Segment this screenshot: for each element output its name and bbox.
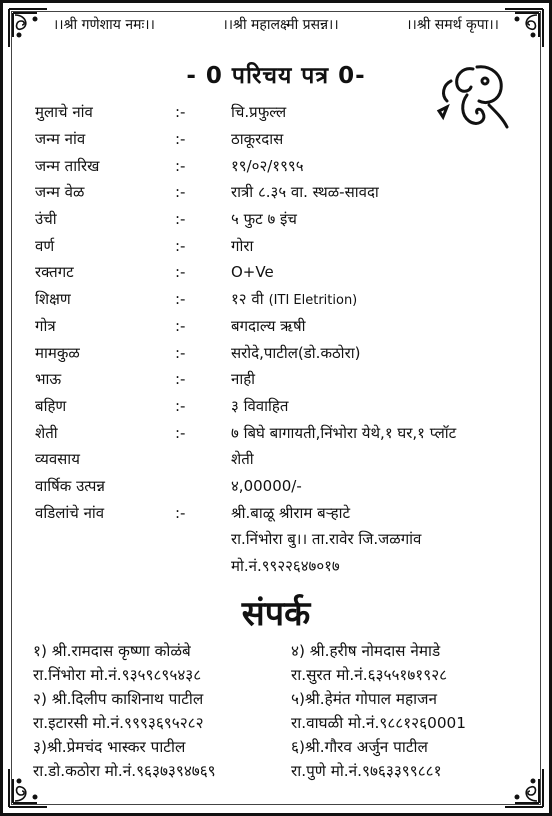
- detail-label: बहिण: [35, 396, 67, 415]
- detail-value: [231, 449, 529, 469]
- detail-row: [35, 473, 529, 500]
- detail-label: वर्ण: [35, 236, 55, 255]
- detail-row: [35, 259, 529, 286]
- detail-value: [231, 529, 529, 549]
- detail-row: [35, 179, 529, 206]
- detail-value: [231, 263, 529, 281]
- detail-value: [231, 556, 529, 576]
- detail-value: [231, 369, 529, 389]
- detail-value: [231, 182, 529, 202]
- detail-value-text: रा.निंभोरा बु।। ता.रावेर जि.जळगांव: [231, 530, 422, 549]
- contacts-left-column: [33, 639, 277, 783]
- detail-value-text: ५ फुट ७ इंच: [231, 210, 297, 229]
- contact-name: ६)श्री.गौरव अर्जुन पाटील: [291, 738, 428, 756]
- detail-row: [35, 366, 529, 393]
- detail-value-text: ७ बिघे बागायती,निंभोरा येथे,१ घर,१ प्लॉट: [231, 423, 457, 442]
- detail-separator: :-: [175, 423, 186, 442]
- detail-row: [35, 126, 529, 153]
- contact-info: रा.वाघळी मो.नं.९८८१२६0001: [291, 714, 467, 732]
- detail-row: [35, 286, 529, 313]
- detail-value-text: गोरा: [231, 236, 254, 255]
- detail-value: [231, 476, 529, 496]
- detail-value-extra: (ITI Eletrition): [268, 293, 358, 309]
- contact-info: रा.पुणे मो.नं.९७६३३९९८८१: [291, 762, 442, 780]
- detail-value-text: रात्री ८.३५ वा. स्थळ-सावदा: [231, 183, 379, 202]
- detail-label: वार्षिक उत्पन्न: [35, 476, 105, 495]
- details-list: [35, 99, 529, 579]
- detail-value-text: ४,00000/-: [231, 476, 302, 495]
- detail-value-text: ठाकूरदास: [231, 130, 284, 149]
- blessing-text: ।।श्री महालक्ष्मी प्रसन्न।।: [222, 17, 339, 33]
- detail-separator: :-: [175, 263, 186, 282]
- detail-value: [231, 209, 529, 229]
- detail-value-text: O+Ve: [231, 263, 274, 282]
- detail-value-text: शेती: [231, 450, 254, 469]
- detail-row: [35, 526, 529, 553]
- contact-name: ५)श्री.हेमंत गोपाल महाजन: [291, 690, 437, 708]
- contacts-section: [33, 639, 535, 783]
- detail-label: मुलाचे नांव: [35, 103, 93, 122]
- blessing-text: ।।श्री समर्थ कृपा।।: [406, 17, 499, 33]
- detail-value-text: बगदाल्य ऋषी: [231, 316, 306, 335]
- detail-separator: :-: [175, 156, 186, 175]
- contact-heading: संपर्क: [241, 594, 311, 634]
- detail-row: [35, 99, 529, 126]
- detail-separator: :-: [175, 290, 186, 309]
- detail-label: गोत्र: [35, 316, 56, 335]
- contact-info: रा.इटारसी मो.नं.९९९३६९५२८२: [33, 714, 204, 732]
- contact-info: रा.सुरत मो.नं.६३५५१७१९२८: [291, 666, 448, 684]
- detail-value: [231, 316, 529, 336]
- detail-label: उंची: [35, 210, 57, 229]
- detail-row: [35, 553, 529, 580]
- detail-row: [35, 232, 529, 259]
- detail-label: जन्म वेळ: [35, 183, 85, 202]
- detail-value: [231, 503, 529, 523]
- detail-value: [231, 423, 529, 443]
- detail-row: [35, 393, 529, 420]
- detail-separator: :-: [175, 236, 186, 255]
- detail-value: [231, 129, 529, 149]
- detail-label: व्यवसाय: [35, 450, 80, 469]
- detail-separator: :-: [175, 316, 186, 335]
- contact-name: ३)श्री.प्रेमचंद भास्कर पाटील: [33, 738, 186, 756]
- detail-value: [231, 396, 529, 416]
- contacts-right-column: [277, 639, 535, 783]
- contact-name: २) श्री.दिलीप काशिनाथ पाटील: [33, 690, 204, 708]
- detail-value-text: नाही: [231, 370, 256, 389]
- detail-value-text: सरोदे,पाटील(डो.कठोरा): [231, 343, 361, 362]
- detail-separator: :-: [175, 183, 186, 202]
- detail-separator: :-: [175, 396, 186, 415]
- detail-separator: :-: [175, 103, 186, 122]
- detail-row: [35, 152, 529, 179]
- detail-value-text: १२ वी: [231, 290, 264, 309]
- detail-label: शिक्षण: [35, 290, 71, 309]
- detail-value: [231, 102, 529, 122]
- detail-label: जन्म नांव: [35, 130, 86, 149]
- detail-row: [35, 206, 529, 233]
- detail-separator: :-: [175, 343, 186, 362]
- detail-value-text: १९/०२/१९९५: [231, 156, 304, 175]
- detail-row: [35, 419, 529, 446]
- detail-value: [231, 156, 529, 176]
- blessings-header: [53, 15, 499, 34]
- detail-label: शेती: [35, 423, 58, 442]
- detail-label: वडिलांचे नांव: [35, 503, 105, 522]
- detail-value-text: चि.प्रफुल्ल: [231, 103, 287, 122]
- blessing-text: ।।श्री गणेशाय नमः।।: [53, 17, 155, 33]
- detail-value-text: श्री.बाळू श्रीराम बऱ्हाटे: [231, 503, 351, 522]
- detail-separator: :-: [175, 210, 186, 229]
- contact-name: ४) श्री.हरीष नोमदास नेमाडे: [291, 642, 441, 660]
- page-title: - 0 परिचय पत्र 0-: [186, 63, 366, 89]
- detail-label: भाऊ: [35, 370, 62, 389]
- detail-label: रक्तगट: [35, 263, 74, 282]
- corner-ornament-icon: [7, 7, 49, 49]
- detail-value: [231, 236, 529, 256]
- detail-value: [231, 343, 529, 363]
- corner-ornament-icon: [503, 7, 545, 49]
- detail-row: [35, 446, 529, 473]
- detail-value-text: ३ विवाहित: [231, 396, 289, 415]
- detail-label: जन्म तारिख: [35, 156, 100, 175]
- contact-info: रा.निंभोरा मो.नं.९३५९८९५४३८: [33, 666, 202, 684]
- detail-label: मामकुळ: [35, 343, 80, 362]
- detail-row: [35, 499, 529, 526]
- contact-info: रा.डो.कठोरा मो.नं.९६३७३९४७६९: [33, 762, 216, 780]
- detail-row: [35, 339, 529, 366]
- detail-row: [35, 313, 529, 340]
- detail-separator: :-: [175, 503, 186, 522]
- detail-separator: :-: [175, 130, 186, 149]
- contact-name: १) श्री.रामदास कृष्णा कोळंबे: [33, 642, 191, 660]
- detail-value: [231, 289, 529, 309]
- detail-value-text: मो.नं.९९२२६४७०१७: [231, 557, 340, 576]
- detail-separator: :-: [175, 370, 186, 389]
